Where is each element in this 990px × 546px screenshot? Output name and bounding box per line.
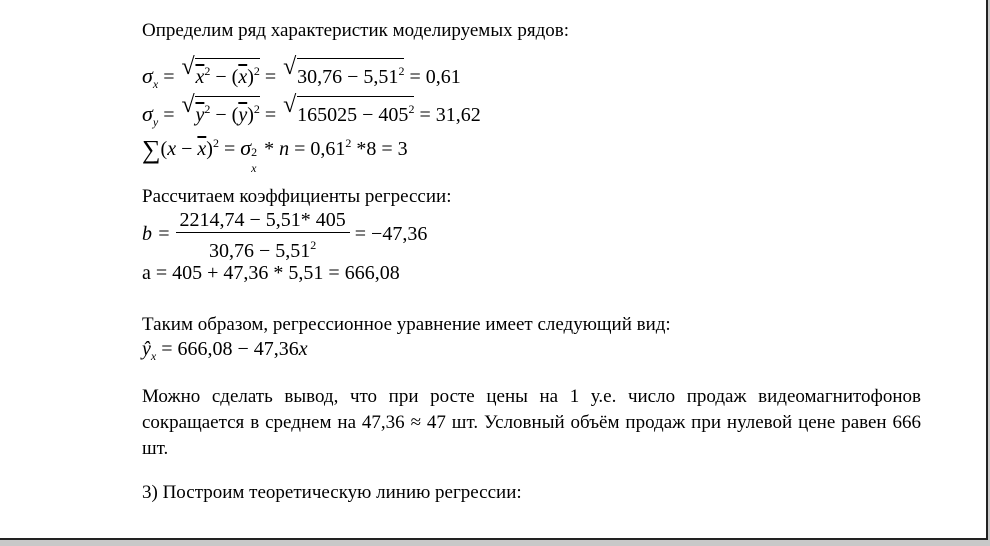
thus-text: Таким образом, регрессионное уравнение имеет следующий вид: (142, 314, 671, 335)
sqrt-variance-y: √ $y^2 - (\overline{y})^2$ (181, 92, 260, 126)
fraction-numerator: 2214,74 − 5,51* 405 (176, 208, 350, 233)
section-regression-title: Рассчитаем коэффициенты регрессии: (142, 186, 452, 207)
page-shadow-bottom (0, 540, 990, 546)
equation-sigma-y: $\sigma_y$ = √ $y^2 - (\overline{y})^2$ = √ $165025 - 405^2 = 31,62$ (142, 92, 481, 129)
sqrt-value-x: √ $30,76 - 5,51^2$ (283, 54, 405, 88)
fraction-b (176, 208, 350, 263)
sigma-x-result: = 0,61 (409, 66, 461, 88)
sum-symbol: ∑ (142, 135, 161, 164)
b-result: = −47,36 (354, 223, 428, 246)
equation-sigma-x: $\sigma_x$ = √ $x^2 - (\overline{x})^2$ = √ $30,76 - 5,51^2 = 0,61$ (142, 54, 461, 91)
equation-a: a = 405 + 47,36 * 5,51 = 666,08 (142, 262, 400, 284)
intro-text: Определим ряд характеристик моделируемых рядов: (142, 20, 569, 41)
sqrt-value-y: √ $165025 - 405^2$ (283, 92, 415, 126)
sqrt-variance-x: √ $x^2 - (\overline{x})^2$ (181, 54, 260, 88)
sigma-x-subscript: x (152, 77, 159, 91)
sigma-symbol: σ (142, 63, 153, 88)
conclusion-paragraph: Можно сделать вывод, что при росте цены на 1 у.е. число продаж видеомагнитофонов сокращается в среднем на 47,36 ≈ 47 шт. Условный объём продаж при нулевой цене равен 666 шт. (142, 386, 921, 459)
equation-b: b = $\frac{2214,74 - 5,51* 405}{30,76 - 5,51^2}$ = −47,36 (142, 209, 428, 262)
equation-regression: $ŷ_x = 666,08 - 47,36x$ (142, 338, 308, 363)
fraction-denominator: $30,76 - 5,51^2$ (209, 238, 317, 262)
sigma-y-subscript: y (152, 115, 159, 129)
step3-heading: 3) Построим теоретическую линию регрессии: (142, 482, 522, 503)
sigma-y-result: = 31,62 (419, 104, 481, 126)
equation-sum-squares: $\sum(x - \overline{x})^2 = \sigma$ 2 x * $n = 0,61^2$ *8 = 3 (142, 135, 408, 175)
